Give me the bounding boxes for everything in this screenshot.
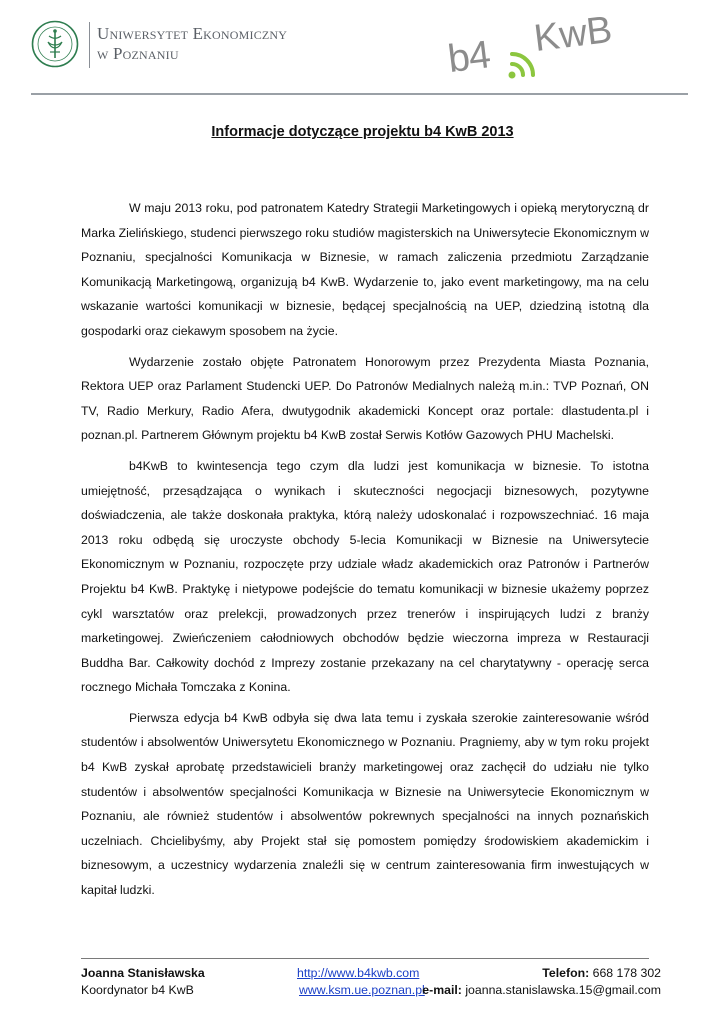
footer-url-b4kwb-link[interactable]: http://www.b4kwb.com <box>297 966 420 980</box>
footer-email-value[interactable]: joanna.stanislawska.15@gmail.com <box>465 983 661 997</box>
document-body <box>81 196 649 909</box>
footer-email-label: e-mail: <box>422 983 462 997</box>
footer-url-ksm-link[interactable]: www.ksm.ue.poznan.pl <box>299 983 425 997</box>
footer-email <box>422 982 661 999</box>
university-seal-icon <box>31 20 79 68</box>
footer-phone <box>542 965 661 982</box>
header-rule <box>31 93 688 95</box>
footer-role: Koordynator b4 KwB <box>81 983 194 997</box>
paragraph-2: Wydarzenie zostało objęte Patronatem Honorowym przez Prezydenta Miasta Poznania, Rektora UEP oraz Parlament Studencki UEP. Do Patronów Medialnych należą m.in.: TVP Poznań, ON TV, Radio Merkury, Radio Afera, dwutygodnik akademicki Koncept oraz portale: dlastudenta.pl i poznan.pl. Partnerem Głównym projektu b4 KwB został Serwis Kotłów Gazowych PHU Machelski. <box>81 354 649 443</box>
paragraph-4: Pierwsza edycja b4 KwB odbyła się dwa lata temu i zyskała szerokie zainteresowanie wśród studentów i absolwentów Uniwersytetu Ekonomicznego w Poznaniu. Pragniemy, aby w tym roku projekt b4 KwB zyskał aprobatę przedstawicieli branży marketingowej oraz zachęcił do udziału nie tylko studentów i absolwentów specjalności Komunikacja w Biznesie na Uniwersytecie Ekonomicznym w Poznaniu, ale również studentów i absolwentów pokrewnych specjalności na innych poznańskich uczelniach. Chcielibyśmy, aby Projekt stał się pomostem pomiędzy środowiskiem akademickim i biznesowym, a uczestnicy wydarzenia znaleźli się w centrum zainteresowania firm inwestujących w kapitał ludzki. <box>81 710 649 898</box>
university-name-line1: Uniwersytet Ekonomiczny <box>97 24 288 43</box>
university-name <box>97 24 287 64</box>
paragraph-3: b4KwB to kwintesencja tego czym dla ludzi jest komunikacja w biznesie. To istotna umiejętność, przesądzająca o wynikach i skuteczności negocjacji biznesowych, pozytywne doświadczenia, ale także doskonała praktyka, którą należy udoskonalać i rozpowszechniać. 16 maja 2013 roku odbędą się uroczyste obchody 5-lecia Komunikacji w Biznesie na Uniwersytecie Ekonomicznym w Poznaniu, rozpoczęte przy udziale władz akademickich oraz Patronów i Partnerów Projektu b4 KwB. Praktykę i nietypowe podejście do tematu komunikacji w biznesie ukażemy poprzez cykl warsztatów oraz prelekcji, prowadzonych przez trenerów i inspirujących ludzi z branży marketingowej. Zwieńczeniem całodniowych obchodów będzie wieczorna impreza w Restauracji Buddha Bar. Całkowity dochód z Imprezy zostanie przekazany na cel charytatywny - operację serca rocznego Michała Tomczaka z Konina. <box>81 458 649 695</box>
footer-phone-label: Telefon: <box>542 966 590 980</box>
b4kwb-logo <box>445 8 645 90</box>
document-title: Informacje dotyczące projektu b4 KwB 2013 <box>211 124 514 140</box>
logo-kwb-text: KwB <box>531 8 615 61</box>
footer-row-2 <box>81 982 661 999</box>
logo-b4-text: b4 <box>445 33 492 82</box>
footer-phone-value: 668 178 302 <box>592 966 661 980</box>
university-name-line2: w Poznaniu <box>97 44 179 63</box>
footer-row-1 <box>81 965 661 982</box>
footer-rule <box>81 958 649 959</box>
footer-name: Joanna Stanisławska <box>81 966 205 980</box>
page-header <box>0 0 725 96</box>
header-divider <box>89 22 90 68</box>
page-footer <box>81 965 661 999</box>
paragraph-1: W maju 2013 roku, pod patronatem Katedry Strategii Marketingowych i opieką merytoryczną dr Marka Zielińskiego, studenci pierwszego roku studiów magisterskich na Uniwersytecie Ekonomicznym w Poznaniu, specjalności Komunikacja w Biznesie, w ramach zaliczenia przedmiotu Zarządzanie Komunikacją Marketingową, organizują b4 KwB. Wydarzenie to, jako event marketingowy, ma na celu wskazanie wartości komunikacji w biznesie, będącej specjalnością na UEP, dziedziną istotną dla gospodarki oraz ciekawym sposobem na życie. <box>81 201 649 338</box>
